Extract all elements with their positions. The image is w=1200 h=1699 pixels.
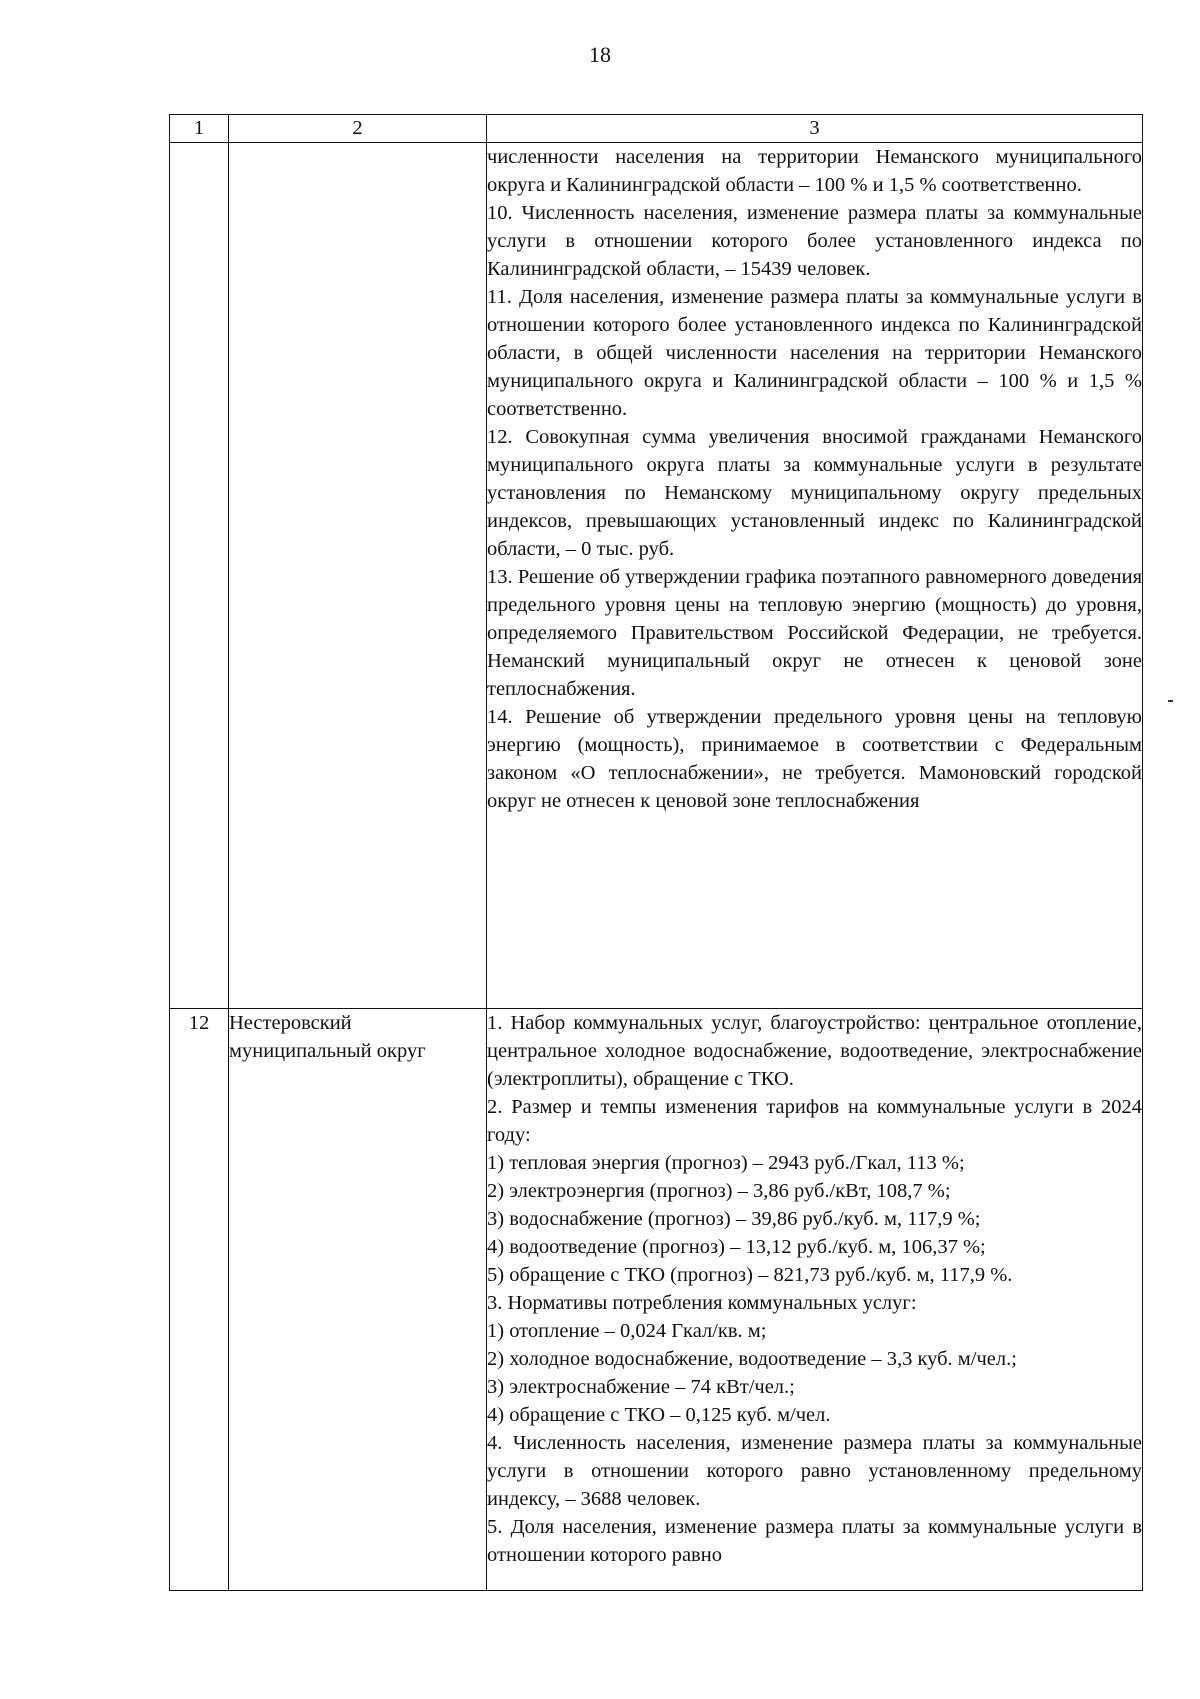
municipality-cell: Нестеровский муниципальный округ — [229, 1009, 487, 1591]
table-header-row — [170, 115, 1143, 143]
paragraph: 4. Численность населения, изменение размера платы за коммунальные услуги в отношении которого равно установленному предельному индексу, – 3688 человек. — [487, 1432, 1142, 1510]
municipality-cell — [229, 143, 487, 1009]
paragraph: численности населения на территории Неманского муниципального округа и Калининградской области – 100 % и 1,5 % соответственно. — [487, 146, 1142, 196]
paragraph: 5. Доля населения, изменение размера платы за коммунальные услуги в отношении которого равно — [487, 1516, 1142, 1566]
norms-title: 3. Нормативы потребления коммунальных услуг: — [487, 1292, 917, 1314]
column-header-1: 1 — [170, 115, 229, 143]
row-number-cell — [170, 143, 229, 1009]
tariff-item: 4) водоотведение (прогноз) – 13,12 руб./куб. м, 106,37 %; — [487, 1236, 986, 1258]
paragraph: 10. Численность населения, изменение размера платы за коммунальные услуги в отношении которого более установленного индекса по Калининградской области, – 15439 человек. — [487, 202, 1142, 280]
tariff-item: 1) тепловая энергия (прогноз) – 2943 руб./Гкал, 113 %; — [487, 1152, 965, 1174]
tariff-item: 2) электроэнергия (прогноз) – 3,86 руб./кВт, 108,7 %; — [487, 1180, 951, 1202]
norm-item: 1) отопление – 0,024 Гкал/кв. м; — [487, 1320, 767, 1342]
column-header-2: 2 — [229, 115, 487, 143]
tariff-table — [169, 114, 1143, 1591]
table-row-continued — [170, 143, 1143, 1009]
paragraph: 1. Набор коммунальных услуг, благоустройство: центральное отопление, центральное холодное водоснабжение, водоотведение, электроснабжение (электроплиты), обращение с ТКО. — [487, 1012, 1142, 1090]
page-number: 18 — [589, 42, 611, 67]
norm-item: 4) обращение с ТКО – 0,125 куб. м/чел. — [487, 1404, 831, 1426]
paragraph: 12. Совокупная сумма увеличения вносимой гражданами Неманского муниципального округа платы за коммунальные услуги в результате установления по Неманскому муниципальному округу предельных индексов, превышающих установленный индекс по Калининградской области, – 0 тыс. руб. — [487, 426, 1142, 560]
paragraph: 2. Размер и темпы изменения тарифов на коммунальные услуги в 2024 году: — [487, 1096, 1142, 1146]
column-header-3: 3 — [487, 115, 1143, 143]
norm-item: 3) электроснабжение – 74 кВт/чел.; — [487, 1376, 795, 1398]
paragraph: 11. Доля населения, изменение размера платы за коммунальные услуги в отношении которого более установленного индекса по Калининградской области, в общей численности населения на территории Неманского муниципального округа и Калининградской области – 100 % и 1,5 % соответственно. — [487, 286, 1142, 420]
content-cell — [487, 1009, 1143, 1591]
table-row-12 — [170, 1009, 1143, 1591]
paragraph: 14. Решение об утверждении предельного уровня цены на тепловую энергию (мощность), принимаемое в соответствии с Федеральным законом «О теплоснабжении», не требуется. Мамоновский городской округ не отнесен к ценовой зоне теплоснабжения — [487, 706, 1142, 812]
paragraph: 13. Решение об утверждении графика поэтапного равномерного доведения предельного уровня цены на тепловую энергию (мощность) до уровня, определяемого Правительством Российской Федерации, не требуется. Неманский муниципальный округ не отнесен к ценовой зоне теплоснабжения. — [487, 566, 1142, 700]
content-cell — [487, 143, 1143, 1009]
row-number-cell: 12 — [170, 1009, 229, 1591]
tariff-item: 5) обращение с ТКО (прогноз) – 821,73 руб./куб. м, 117,9 %. — [487, 1264, 1013, 1286]
norm-item: 2) холодное водоснабжение, водоотведение – 3,3 куб. м/чел.; — [487, 1348, 1017, 1370]
tariff-item: 3) водоснабжение (прогноз) – 39,86 руб./куб. м, 117,9 %; — [487, 1208, 981, 1230]
scan-mark — [1168, 700, 1173, 702]
